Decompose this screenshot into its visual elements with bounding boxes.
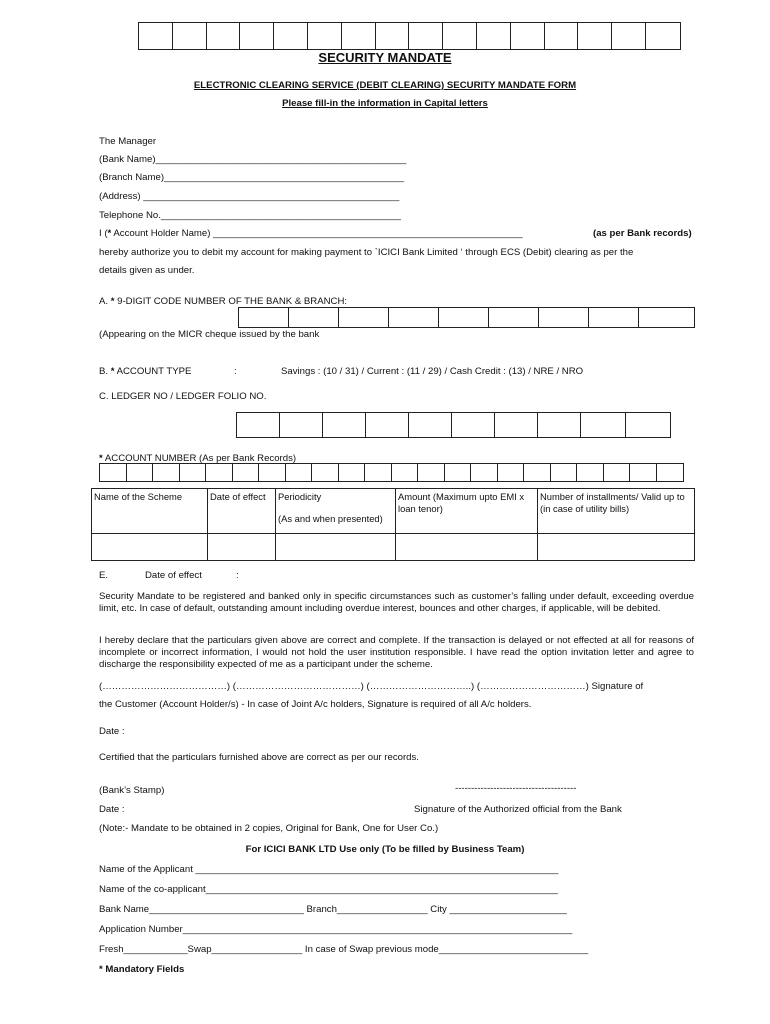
ledger-box[interactable]: [323, 413, 366, 437]
section-e-colon: :: [236, 570, 239, 581]
reference-box[interactable]: [274, 23, 308, 49]
account-digit-box[interactable]: [630, 464, 657, 481]
application-number-field[interactable]: Application Number_________________________________________________________________________: [99, 924, 573, 935]
micr-digit-box[interactable]: [539, 308, 589, 327]
account-digit-box[interactable]: [657, 464, 684, 481]
account-holder-line[interactable]: [99, 228, 523, 239]
ledger-boxes[interactable]: [236, 412, 671, 438]
ledger-box[interactable]: [237, 413, 280, 437]
reference-box[interactable]: [443, 23, 477, 49]
account-digit-box[interactable]: [206, 464, 233, 481]
account-digit-box[interactable]: [551, 464, 578, 481]
reference-box[interactable]: [173, 23, 207, 49]
signature-note: the Customer (Account Holder/s) - In case of Joint A/c holders, Signature is required of all A/c holders.: [99, 699, 532, 710]
mandatory-star-icon: *: [110, 296, 115, 307]
ledger-box[interactable]: [409, 413, 452, 437]
capital-letters-instruction: Please fill-in the information in Capital letters: [282, 98, 488, 109]
account-digit-box[interactable]: [524, 464, 551, 481]
scheme-table: [91, 488, 695, 561]
mandatory-fields-text: Mandatory Fields: [102, 964, 185, 975]
account-digit-box[interactable]: [498, 464, 525, 481]
account-digit-box[interactable]: [286, 464, 313, 481]
account-digit-box[interactable]: [365, 464, 392, 481]
periodicity-cell[interactable]: [276, 534, 396, 561]
micr-digit-box[interactable]: [489, 308, 539, 327]
applicant-name-field[interactable]: Name of the Applicant ____________________________________________________________________: [99, 864, 559, 875]
account-digit-box[interactable]: [153, 464, 180, 481]
section-a-text: 9-DIGIT CODE NUMBER OF THE BANK & BRANCH:: [114, 296, 348, 307]
fresh-swap-fields[interactable]: Fresh____________Swap_________________ In case of Swap previous mode____________________________: [99, 944, 589, 955]
telephone-field[interactable]: Telephone No._____________________________________________: [99, 210, 401, 221]
account-digit-box[interactable]: [312, 464, 339, 481]
reference-box[interactable]: [646, 23, 680, 49]
mandatory-star-icon: *: [99, 453, 103, 464]
reference-box[interactable]: [578, 23, 612, 49]
reference-box[interactable]: [139, 23, 173, 49]
ledger-box[interactable]: [581, 413, 626, 437]
section-e-label: E.: [99, 570, 109, 581]
micr-digit-box[interactable]: [389, 308, 439, 327]
micr-code-boxes[interactable]: [238, 307, 695, 328]
ledger-box[interactable]: [495, 413, 538, 437]
reference-box[interactable]: [545, 23, 579, 49]
bank-records-note: (as per Bank records): [593, 228, 692, 239]
authorized-signature-label: Signature of the Authorized official from the Bank: [414, 804, 622, 815]
micr-digit-box[interactable]: [639, 308, 694, 327]
bank-name-field[interactable]: (Bank Name)_______________________________________________: [99, 154, 407, 165]
mandatory-star-icon: *: [110, 366, 115, 377]
periodicity-header: [276, 489, 396, 534]
date-of-effect-cell[interactable]: [208, 534, 276, 561]
certified-text: Certified that the particulars furnished above are correct as per our records.: [99, 752, 419, 763]
date-of-effect-header: Date of effect: [208, 489, 276, 534]
table-row[interactable]: [92, 534, 695, 561]
ledger-box[interactable]: [280, 413, 323, 437]
authorized-signature-line[interactable]: --------------------------------------: [455, 783, 577, 794]
reference-box[interactable]: [308, 23, 342, 49]
installments-cell[interactable]: [538, 534, 695, 561]
micr-digit-box[interactable]: [289, 308, 339, 327]
mandatory-star-icon: *: [107, 228, 112, 239]
periodicity-label: Periodicity: [278, 491, 322, 502]
account-digit-box[interactable]: [233, 464, 260, 481]
date-field[interactable]: Date :: [99, 726, 125, 737]
reference-box[interactable]: [612, 23, 646, 49]
section-b-colon: :: [234, 366, 237, 377]
authorize-text-cont: details given as under.: [99, 265, 195, 276]
security-mandate-paragraph: Security Mandate to be registered and banked only in specific circumstances such as customer’s falling under default, exceeding overdue limit, etc. In case of default, outstanding amount including overdue interest, bounces and other charges, if applicable, will be debited.: [99, 591, 694, 614]
reference-box[interactable]: [342, 23, 376, 49]
date-of-effect-label: Date of effect: [145, 570, 202, 581]
holder-label: Account Holder Name): [111, 228, 214, 239]
account-digit-box[interactable]: [392, 464, 419, 481]
micr-digit-box[interactable]: [589, 308, 639, 327]
holder-prefix: I (: [99, 228, 108, 239]
office-use-heading: For ICICI BANK LTD Use only (To be filled by Business Team): [245, 844, 525, 855]
scheme-table-header: [92, 489, 695, 534]
manager-label: The Manager: [99, 136, 157, 147]
amount-cell[interactable]: [396, 534, 538, 561]
account-type-options[interactable]: Savings : (10 / 31) / Current : (11 / 29) / Cash Credit : (13) / NRE / NRO: [281, 366, 584, 377]
scheme-name-header: Name of the Scheme: [92, 489, 208, 534]
account-number-boxes[interactable]: [99, 463, 684, 482]
account-digit-box[interactable]: [445, 464, 472, 481]
periodicity-note: (As and when presented): [278, 513, 383, 524]
section-b-label: [99, 366, 191, 377]
account-digit-box[interactable]: [604, 464, 631, 481]
account-digit-box[interactable]: [339, 464, 366, 481]
micr-digit-box[interactable]: [239, 308, 289, 327]
reference-box[interactable]: [376, 23, 410, 49]
installments-header: Number of installments/ Valid up to (in case of utility bills): [538, 489, 695, 534]
branch-name-field[interactable]: (Branch Name)_____________________________________________: [99, 172, 405, 183]
bank-branch-city-fields[interactable]: Bank Name_____________________________ Branch_________________ City ______________________: [99, 904, 567, 915]
mandatory-fields-note: [99, 964, 184, 975]
form-title: SECURITY MANDATE: [318, 50, 452, 65]
reference-box[interactable]: [477, 23, 511, 49]
account-digit-box[interactable]: [127, 464, 154, 481]
micr-digit-box[interactable]: [339, 308, 389, 327]
mandatory-star-icon: *: [99, 964, 103, 975]
account-digit-box[interactable]: [577, 464, 604, 481]
bank-stamp-label: (Bank’s Stamp): [99, 785, 165, 796]
account-digit-box[interactable]: [418, 464, 445, 481]
account-digit-box[interactable]: [471, 464, 498, 481]
signature-fields[interactable]: (…………………………………) (…………………………………) (…………………………..) (……………………………) Signature of: [99, 681, 644, 692]
ledger-box[interactable]: [452, 413, 495, 437]
reference-box[interactable]: [511, 23, 545, 49]
top-reference-grid[interactable]: [138, 22, 681, 50]
micr-digit-box[interactable]: [439, 308, 489, 327]
section-a-prefix: A.: [99, 296, 111, 307]
co-applicant-field[interactable]: Name of the co-applicant__________________________________________________________________: [99, 884, 558, 895]
bank-date-field[interactable]: Date :: [99, 804, 125, 815]
authorize-text: hereby authorize you to debit my account for making payment to `ICICI Bank Limited ‘ through ECS (Debit) clearing as per the: [99, 247, 634, 258]
reference-box[interactable]: [240, 23, 274, 49]
holder-name-field[interactable]: __________________________________________________________: [213, 228, 523, 239]
account-digit-box[interactable]: [259, 464, 286, 481]
address-field[interactable]: (Address) ________________________________________________: [99, 191, 400, 202]
copies-note: (Note:- Mandate to be obtained in 2 copies, Original for Bank, One for User Co.): [99, 823, 439, 834]
micr-note: (Appearing on the MICR cheque issued by the bank: [99, 329, 320, 340]
section-c-label: C. LEDGER NO / LEDGER FOLIO NO.: [99, 391, 267, 402]
scheme-name-cell[interactable]: [92, 534, 208, 561]
form-subtitle: ELECTRONIC CLEARING SERVICE (DEBIT CLEARING) SECURITY MANDATE FORM: [193, 80, 577, 91]
amount-header: Amount (Maximum upto EMI x loan tenor): [396, 489, 538, 534]
reference-box[interactable]: [409, 23, 443, 49]
account-number-text: ACCOUNT NUMBER (As per Bank Records): [102, 453, 297, 464]
declaration-paragraph: I hereby declare that the particulars given above are correct and complete. If the transaction is delayed or not effected at all for reasons of incomplete or incorrect information, I would not hold the user institution responsible. I have read the option invitation letter and agree to discharge the responsibility expected of me as a participant under the scheme.: [99, 635, 694, 670]
section-a-label: [99, 296, 347, 307]
account-digit-box[interactable]: [180, 464, 207, 481]
account-digit-box[interactable]: [100, 464, 127, 481]
section-b-text: ACCOUNT TYPE: [114, 366, 192, 377]
ledger-box[interactable]: [626, 413, 670, 437]
section-b-prefix: B.: [99, 366, 111, 377]
ledger-box[interactable]: [538, 413, 581, 437]
ledger-box[interactable]: [366, 413, 409, 437]
reference-box[interactable]: [207, 23, 241, 49]
